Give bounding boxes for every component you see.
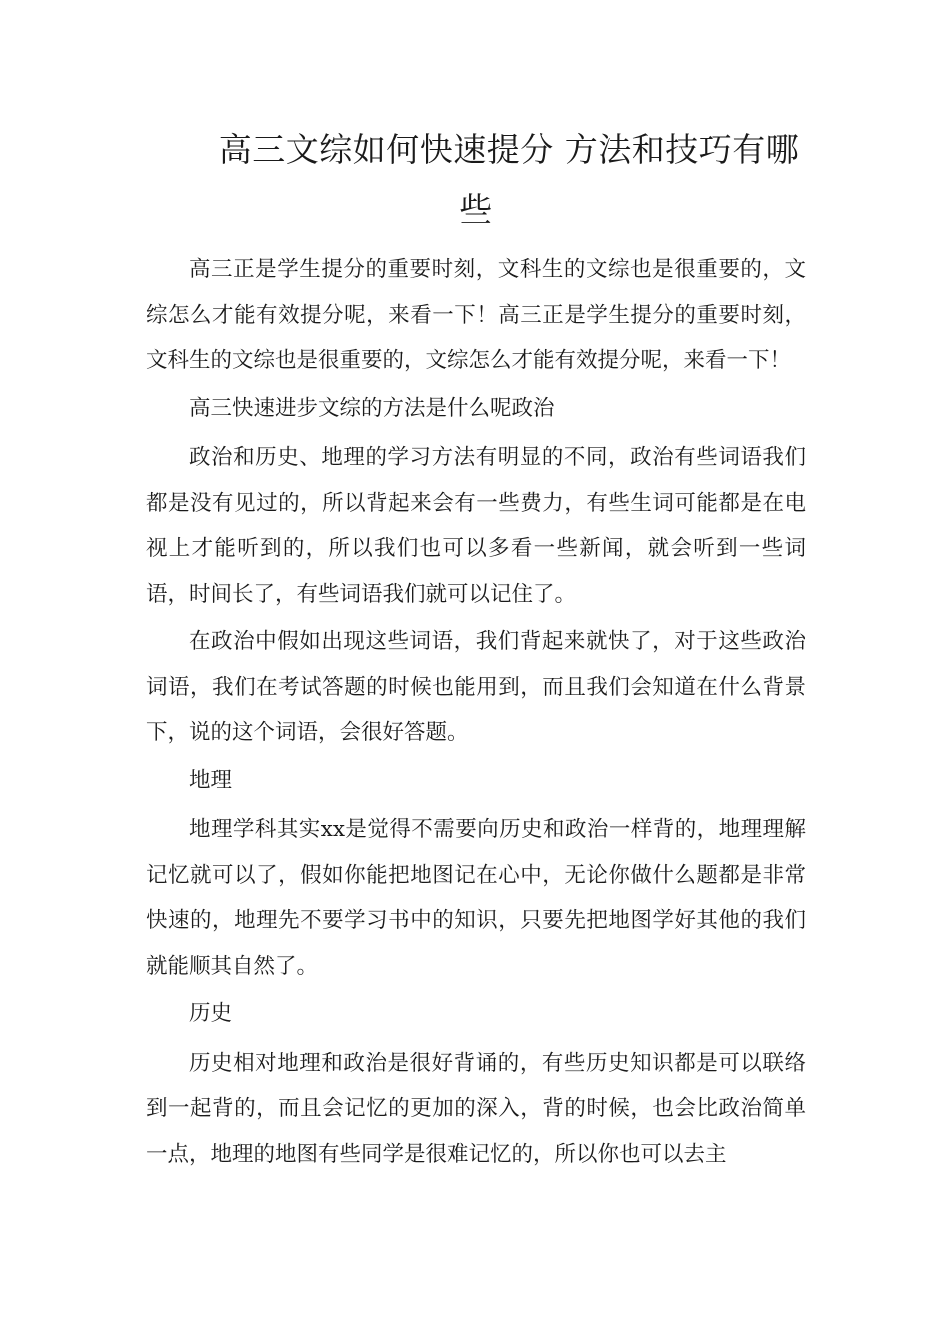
paragraph-politics-terms: 在政治中假如出现这些词语，我们背起来就快了，对于这些政治词语，我们在考试答题的时候也能用到，而且我们会知道在什么背景下，说的这个词语，会很好答题。 xyxy=(146,629,806,745)
paragraph-history: 历史相对地理和政治是很好背诵的，有些历史知识都是可以联络到一起背的，而且会记忆的更加的深入，背的时候，也会比政治简单一点，地理的地图有些同学是很难记忆的，所以你也可以去主 xyxy=(146,1050,806,1167)
paragraph-intro: 高三正是学生提分的重要时刻，文科生的文综也是很重要的，文综怎么才能有效提分呢，来看一下！高三正是学生提分的重要时刻，文科生的文综也是很重要的，文综怎么才能有效提分呢，来看一下！ xyxy=(146,257,806,373)
section-heading-geography: 地理 xyxy=(189,767,233,793)
paragraph-method-question: 高三快速进步文综的方法是什么呢政治 xyxy=(189,395,555,421)
section-heading-history: 历史 xyxy=(189,1001,233,1026)
paragraph-politics-method: 政治和历史、地理的学习方法有明显的不同，政治有些词语我们都是没有见过的，所以背起来会有一些费力，有些生词可能都是在电视上才能听到的，所以我们也可以多看一些新闻，就会听到一些词语，时间长了，有些词语我们就可以记住了。 xyxy=(146,445,806,607)
paragraph-geography: 地理学科其实xx是觉得不需要向历史和政治一样背的，地理理解记忆就可以了，假如你能把地图记在心中，无论你做什么题都是非常快速的，地理先不要学习书中的知识，只要先把地图学好其他的我们就能顺其自然了。 xyxy=(146,817,806,979)
document-title: 高三文综如何快速提分 方法和技巧有哪些 xyxy=(218,130,800,229)
document-body xyxy=(146,247,806,1179)
